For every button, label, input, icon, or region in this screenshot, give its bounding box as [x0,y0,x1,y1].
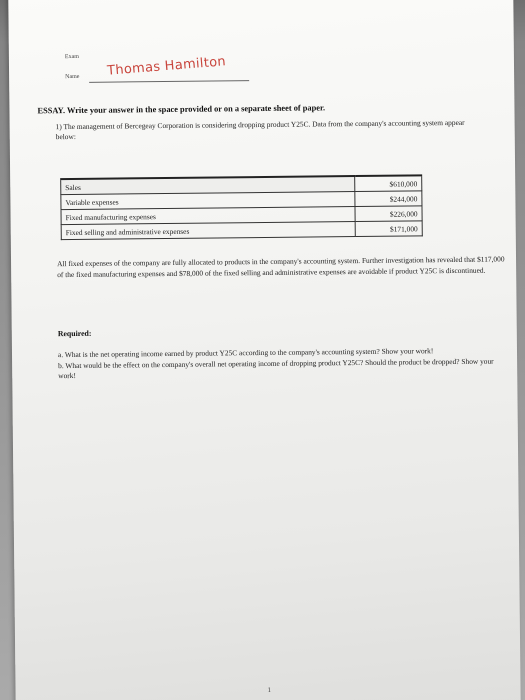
table-row [61,221,422,240]
exam-label: Exam [64,53,79,61]
row-value: $610,000 [355,175,422,191]
page-number: 1 [267,685,272,694]
required-parts [58,345,510,381]
required-heading: Required: [57,328,92,339]
row-value: $171,000 [355,221,422,237]
sheet-content [8,0,521,700]
row-label: Fixed selling and administrative expenses [61,222,355,240]
question-number: 1) [55,122,62,132]
row-label: Fixed manufacturing expenses [61,207,355,225]
question-1 [56,118,476,142]
row-value: $226,000 [355,206,422,222]
essay-instruction: ESSAY. Write your answer in the space provided or on a separate sheet of paper. [37,103,326,116]
row-label: Sales [61,176,355,195]
question-text: The management of Bercegeay Corporation is considering dropping product Y25C. Data from the company's accounting system appear below: [55,117,465,142]
part-b: b. What would be the effect on the company's overall net operating income of dropping product Y25C? Should the product be dropped? Show your work! [58,356,494,381]
name-underline [89,80,249,83]
row-value: $244,000 [355,191,422,207]
exam-sheet [8,0,521,700]
financial-table [60,174,423,240]
avoidable-expenses-paragraph: All fixed expenses of the company are fully allocated to products in the company's accounting system. Further investigation has revealed that $117,000 of the fixed manufacturing expenses and $78,000 of the fixed selling and administrative expenses are avoidable if product Y25C is discontinued. [57,254,505,279]
row-label: Variable expenses [61,192,355,210]
part-a: a. What is the net operating income earned by product Y25C according to the company's accounting system? Show your work! [57,346,434,360]
name-label: Name [65,73,80,81]
handwritten-name: Thomas Hamilton [106,54,227,79]
